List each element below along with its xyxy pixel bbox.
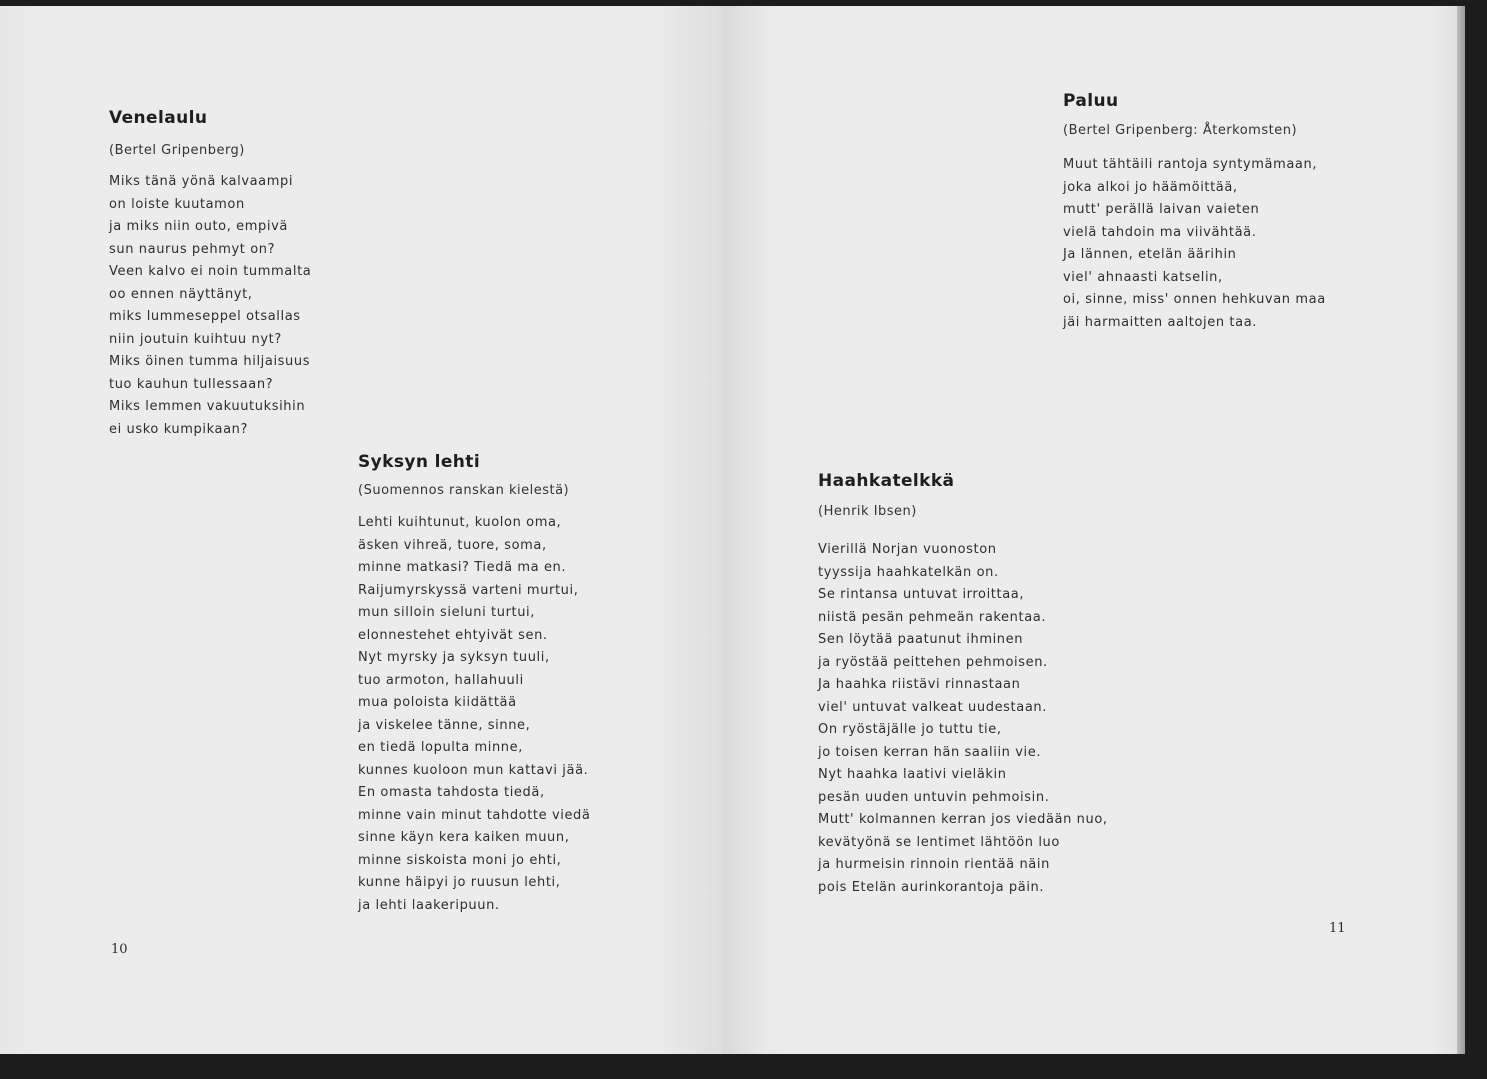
- poem-line: En omasta tahdosta tiedä,: [358, 785, 545, 800]
- poem-line: tyyssija haahkatelkän on.: [818, 564, 999, 580]
- poem-line: tuo armoton, hallahuuli: [358, 672, 524, 688]
- poem-venelaulu: [109, 108, 311, 441]
- poem-lines: [358, 512, 590, 917]
- left-page: [0, 6, 722, 1054]
- poem-line: ja ryöstää peittehen pehmoisen.: [818, 654, 1048, 670]
- poem-line: en tiedä lopulta minne,: [358, 740, 523, 755]
- poem-line: ja miks niin outo, empivä: [109, 219, 288, 234]
- poem-line: mun silloin sieluni turtui,: [358, 605, 535, 620]
- poem-line: viel' untuvat valkeat uudestaan.: [818, 699, 1047, 715]
- poem-line: elonnestehet ehtyivät sen.: [358, 627, 548, 643]
- page-number: 10: [111, 942, 128, 957]
- poem-line: miks lummeseppel otsallas: [109, 309, 301, 324]
- poem-line: kevätyönä se lentimet lähtöön luo: [818, 834, 1060, 850]
- poem-line: mutt' perällä laivan vaieten: [1063, 202, 1260, 217]
- poem-line: Mutt' kolmannen kerran jos viedään nuo,: [818, 812, 1108, 827]
- poem-line: jäi harmaitten aaltojen taa.: [1063, 314, 1257, 330]
- poem-line: Sen löytää paatunut ihminen: [818, 632, 1024, 647]
- poem-title: Syksyn lehti: [358, 452, 481, 472]
- poem-line: viel' ahnaasti katselin,: [1063, 269, 1223, 285]
- poem-line: oo ennen näyttänyt,: [109, 286, 253, 302]
- poem-line: Lehti kuihtunut, kuolon oma,: [358, 515, 562, 530]
- poem-line: Ja lännen, etelän äärihin: [1063, 247, 1237, 262]
- poem-line: Miks öinen tumma hiljaisuus: [109, 354, 311, 369]
- poem-line: kunne häipyi jo ruusun lehti,: [358, 875, 561, 890]
- poem-title: Haahkatelkkä: [818, 471, 955, 491]
- poem-line: Raijumyrskyssä varteni murtui,: [358, 582, 579, 598]
- poem-line: Nyt haahka laativi vieläkin: [818, 767, 1007, 782]
- poem-credit: (Bertel Gripenberg: Återkomsten): [1063, 123, 1298, 138]
- poem-credit: (Bertel Gripenberg): [109, 143, 245, 158]
- poem-title: Paluu: [1063, 91, 1119, 111]
- poem-line: ja viskelee tänne, sinne,: [358, 717, 531, 733]
- poem-lines: [1063, 154, 1326, 334]
- poem-line: Nyt myrsky ja syksyn tuuli,: [358, 650, 550, 665]
- poem-line: Miks tänä yönä kalvaampi: [109, 174, 294, 189]
- poem-line: niin joutuin kuihtuu nyt?: [109, 331, 282, 347]
- poem-lines: [818, 539, 1108, 899]
- poem-lines: [109, 171, 311, 441]
- poem-line: vielä tahdoin ma viivähtää.: [1063, 224, 1257, 240]
- poem-line: On ryöstäjälle jo tuttu tie,: [818, 722, 1002, 737]
- poem-line: ja hurmeisin rinnoin rientää näin: [818, 857, 1050, 872]
- page-edge: [1457, 6, 1465, 1054]
- poem-line: ja lehti laakeripuun.: [358, 897, 500, 913]
- right-page: [722, 6, 1457, 1054]
- poem-line: sinne käyn kera kaiken muun,: [358, 830, 570, 845]
- poem-line: niistä pesän pehmeän rakentaa.: [818, 609, 1047, 625]
- poem-line: tuo kauhun tullessaan?: [109, 376, 274, 392]
- poem-line: pois Etelän aurinkorantoja päin.: [818, 879, 1045, 895]
- poem-credit: (Suomennos ranskan kielestä): [358, 483, 570, 498]
- poem-line: kunnes kuoloon mun kattavi jää.: [358, 762, 589, 778]
- poem-line: minne siskoista moni jo ehti,: [358, 852, 562, 868]
- poem-line: on loiste kuutamon: [109, 196, 245, 212]
- poem-credit: (Henrik Ibsen): [818, 504, 917, 519]
- poem-line: äsken vihreä, tuore, soma,: [358, 537, 547, 553]
- poem-line: sun naurus pehmyt on?: [109, 241, 276, 257]
- poem-line: Ja haahka riistävi rinnastaan: [818, 677, 1021, 692]
- poem-line: joka alkoi jo häämöittää,: [1063, 179, 1238, 195]
- poem-line: mua poloista kiidättää: [358, 695, 517, 710]
- poem-haahkatelkka: [818, 471, 1108, 899]
- poem-line: minne vain minut tahdotte viedä: [358, 807, 591, 823]
- poem-line: Muut tähtäili rantoja syntymämaan,: [1063, 157, 1318, 172]
- poem-line: Vierillä Norjan vuonoston: [818, 542, 997, 557]
- poem-line: minne matkasi? Tiedä ma en.: [358, 560, 567, 575]
- poem-line: Se rintansa untuvat irroittaa,: [818, 587, 1025, 602]
- poem-paluu: [1063, 91, 1326, 334]
- poem-title: Venelaulu: [109, 108, 208, 128]
- poem-syksyn-lehti: [358, 452, 590, 917]
- poem-line: Veen kalvo ei noin tummalta: [109, 264, 312, 279]
- poem-line: ei usko kumpikaan?: [109, 421, 248, 437]
- poem-line: jo toisen kerran hän saaliin vie.: [818, 744, 1042, 760]
- page-number: 11: [1329, 921, 1346, 936]
- poem-line: oi, sinne, miss' onnen hehkuvan maa: [1063, 292, 1326, 307]
- poem-line: pesän uuden untuvin pehmoisin.: [818, 789, 1050, 805]
- poem-line: Miks lemmen vakuutuksihin: [109, 399, 306, 414]
